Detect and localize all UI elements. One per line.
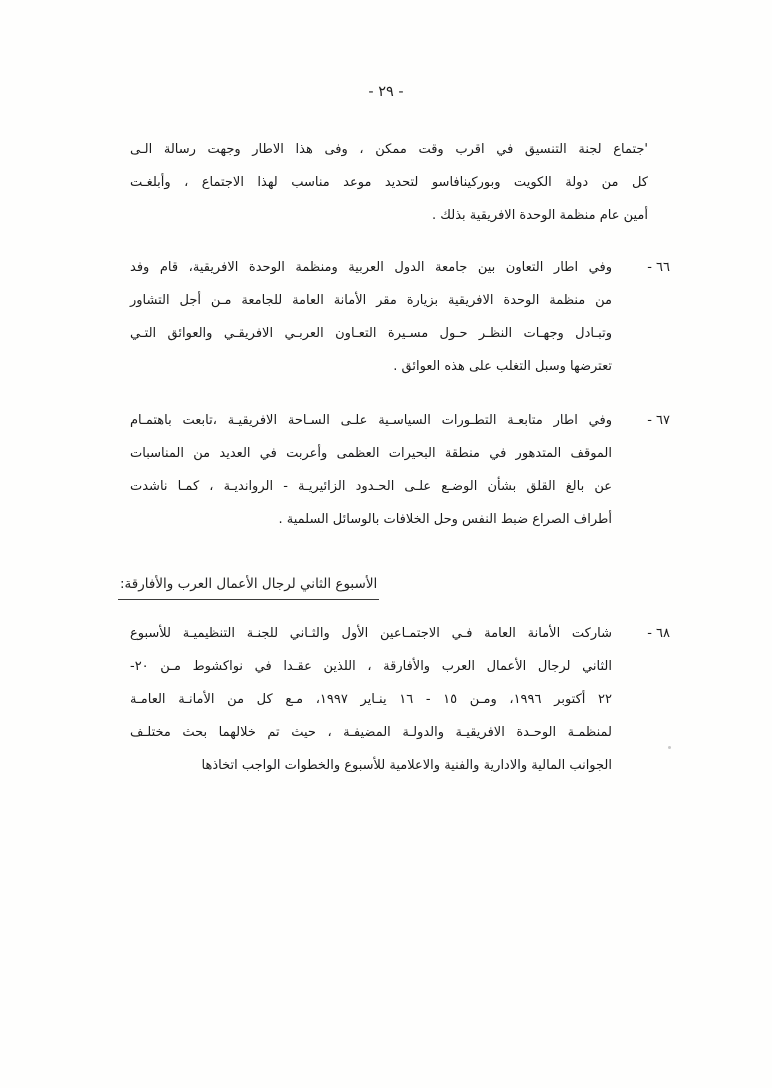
text-line: وتبـادل وجهـات النظـر حـول مسـيرة التعـاون العربـي الافريقـي والعوائق التـي bbox=[130, 326, 612, 341]
text-line: عن بالغ القلق بشأن الوضـع علـى الحـدود الزائيريـة - الروانديـة ، كمـا ناشدت bbox=[130, 479, 612, 494]
section-heading: الأسبوع الثاني لرجال الأعمال العرب والأفارقة: bbox=[118, 571, 379, 600]
text-line: تعترضها وسبل التغلب على هذه العوائق . bbox=[393, 359, 612, 374]
text-line: وفي اطار التعاون بين جامعة الدول العربية ومنظمة الوحدة الافريقية، قام وفد bbox=[130, 260, 612, 275]
text-line: أطراف الصراع ضبط النفس وحل الخلافات بالوسائل السلمية . bbox=[278, 512, 612, 527]
paragraph-66 bbox=[130, 251, 670, 383]
paragraph-67 bbox=[130, 404, 670, 536]
text-line: 'جتماع لجنة التنسيق في اقرب وقت ممكن ، وفى هذا الاطار وجهت رسالة الـى bbox=[130, 142, 648, 157]
paragraph-intro bbox=[130, 133, 648, 232]
paragraph-number: ٦٨ - bbox=[647, 626, 670, 641]
paragraph-number: ٦٧ - bbox=[647, 413, 670, 428]
text-line: شاركت الأمانة العامة فـي الاجتمـاعين الأول والثـاني للجنـة التنظيميـة للأسبوع bbox=[130, 626, 612, 641]
text-line: الموقف المتدهور في منطقة البحيرات العظمى وأعربت في العديد من المناسبات bbox=[130, 446, 612, 461]
text-line: وفي اطار متابعـة التطـورات السياسـية علـى السـاحة الافريقيـة ،تابعت باهتمـام bbox=[130, 413, 612, 428]
scan-artifact-dot bbox=[668, 746, 671, 749]
text-line: لمنظمـة الوحـدة الافريقيـة والدولـة المضيفـة ، حيث تم خلالهما بحث مختلـف bbox=[130, 725, 612, 740]
text-line: أمين عام منظمة الوحدة الافريقية بذلك . bbox=[432, 208, 648, 223]
text-line: ٢٢ أكتوبر ١٩٩٦، ومـن ١٥ - ١٦ ينـاير ١٩٩٧، مـع كل من الأمانـة العامـة bbox=[130, 692, 612, 707]
paragraph-68 bbox=[130, 617, 670, 782]
paragraph-number: ٦٦ - bbox=[647, 260, 670, 275]
text-line: كل من دولة الكويت وبوركينافاسو لتحديد موعد مناسب لهذا الاجتماع ، وأبلغـت bbox=[130, 175, 648, 190]
text-line: الثاني لرجال الأعمال العرب والأفارقة ، اللذين عقـدا في نواكشوط مـن ٢٠- bbox=[130, 659, 612, 674]
text-line: من منظمة الوحدة الافريقية بزيارة مقر الأمانة العامة للجامعة مـن أجل التشاور bbox=[130, 293, 612, 308]
text-line: الجوانب المالية والادارية والفنية والاعلامية للأسبوع والخطوات الواجب اتخاذها bbox=[201, 758, 612, 773]
page-number: - ٢٩ - bbox=[368, 84, 404, 100]
